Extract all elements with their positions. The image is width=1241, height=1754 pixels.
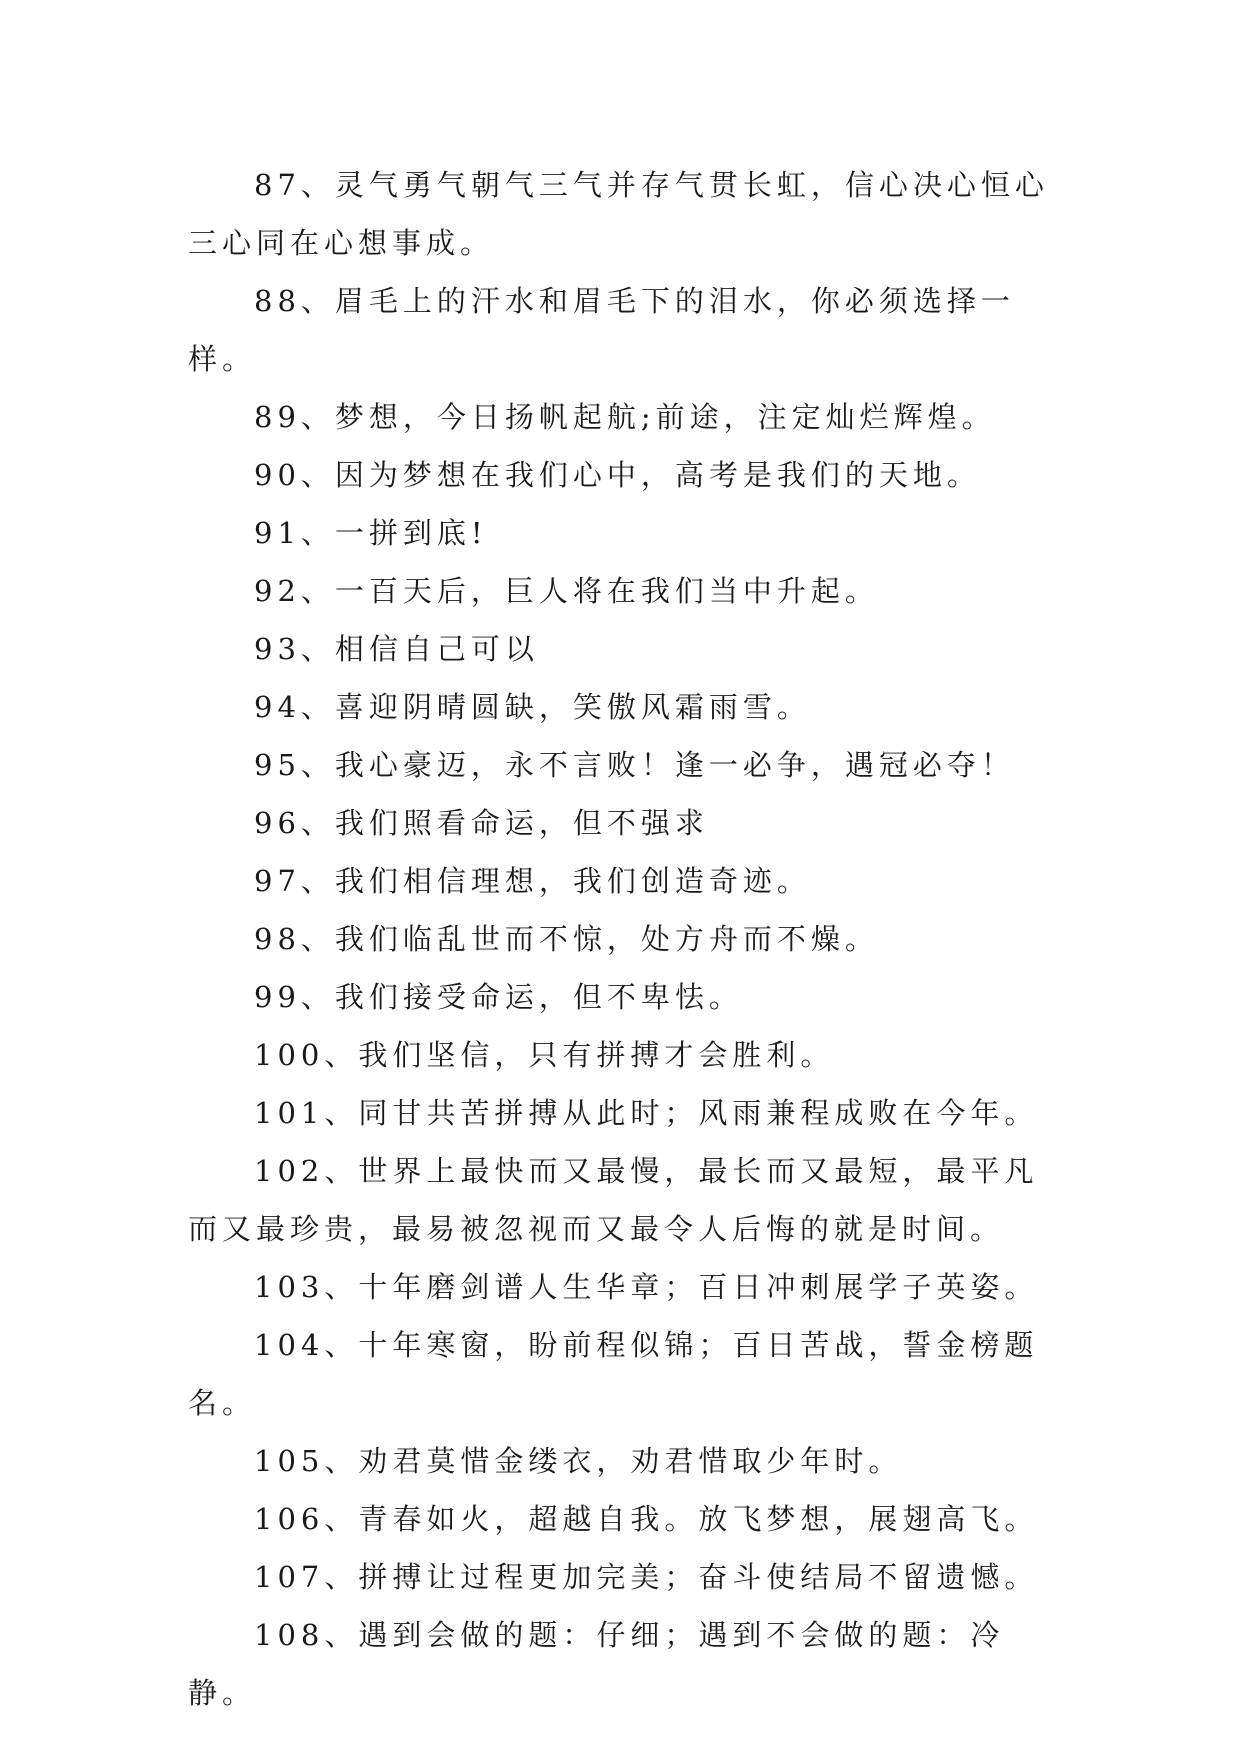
paragraph-99: 99、我们接受命运，但不卑怯。 [254,980,743,1014]
paragraph-102: 102、世界上最快而又最慢，最长而又最短，最平凡而又最珍贵，最易被忽视而又最令人后悔的就是时间。 [188,1154,1039,1246]
paragraph-94: 94、喜迎阴晴圆缺，笑傲风霜雨雪。 [254,690,811,724]
paragraph-97: 97、我们相信理想，我们创造奇迹。 [254,864,811,898]
paragraph-90: 90、因为梦想在我们心中，高考是我们的天地。 [254,458,981,492]
paragraph-103: 103、十年磨剑谱人生华章；百日冲刺展学子英姿。 [254,1270,1039,1304]
paragraph-101: 101、同甘共苦拼搏从此时；风雨兼程成败在今年。 [254,1096,1039,1130]
paragraph-104: 104、十年寒窗，盼前程似锦；百日苦战，誓金榜题名。 [188,1328,1039,1420]
document-body [188,156,1058,1722]
paragraph-95: 95、我心豪迈，永不言败！逢一必争，遇冠必夺！ [254,748,1015,782]
paragraph-88: 88、眉毛上的汗水和眉毛下的泪水，你必须选择一样。 [188,284,1015,376]
paragraph-92: 92、一百天后，巨人将在我们当中升起。 [254,574,879,608]
paragraph-93: 93、相信自己可以 [254,632,539,666]
paragraph-89: 89、梦想，今日扬帆起航;前途，注定灿烂辉煌。 [254,400,996,434]
paragraph-87: 87、灵气勇气朝气三气并存气贯长虹，信心决心恒心三心同在心想事成。 [188,168,1049,260]
paragraph-107: 107、拼搏让过程更加完美；奋斗使结局不留遗憾。 [254,1560,1039,1594]
paragraph-100: 100、我们坚信，只有拼搏才会胜利。 [254,1038,835,1072]
paragraph-106: 106、青春如火，超越自我。放飞梦想，展翅高飞。 [254,1502,1039,1536]
paragraph-98: 98、我们临乱世而不惊，处方舟而不燥。 [254,922,879,956]
paragraph-96: 96、我们照看命运，但不强求 [254,806,709,840]
paragraph-105: 105、劝君莫惜金缕衣，劝君惜取少年时。 [254,1444,903,1478]
paragraph-91: 91、一拼到底! [254,516,488,550]
paragraph-108: 108、遇到会做的题：仔细；遇到不会做的题：冷静。 [188,1618,1005,1710]
